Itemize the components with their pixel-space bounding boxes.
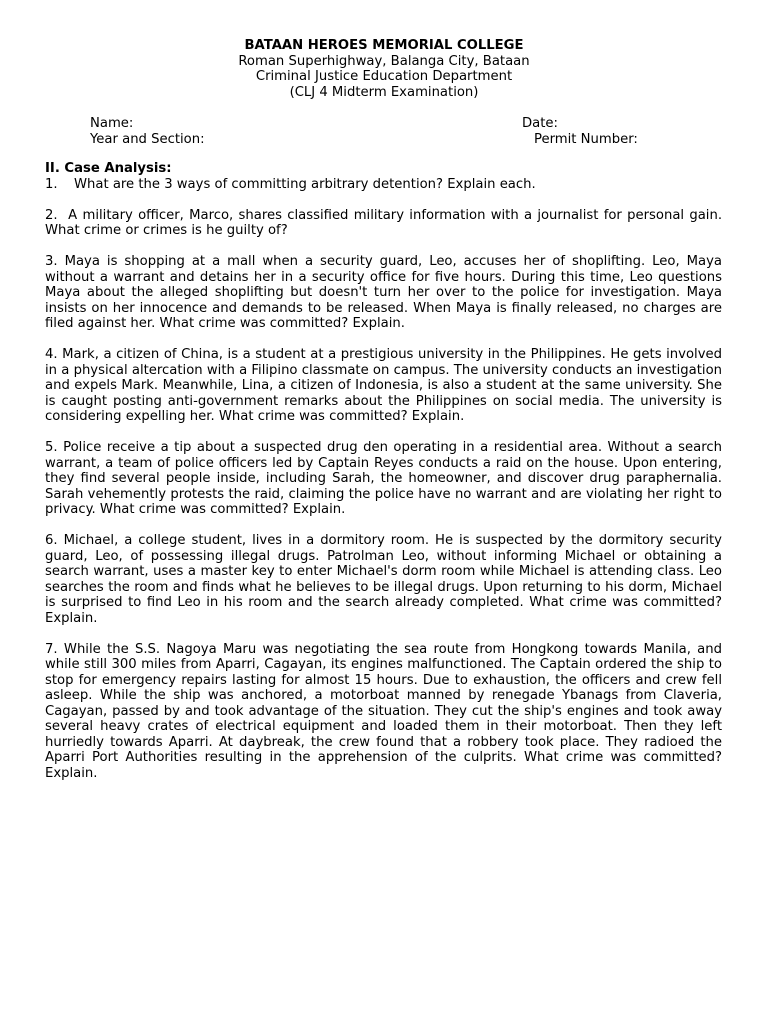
question-2: [45, 208, 722, 239]
question-number: 4.: [45, 347, 58, 362]
question-1: [45, 177, 722, 193]
student-info-right: [522, 116, 638, 147]
question-4: [45, 347, 722, 425]
question-text: Police receive a tip about a suspected drug den operating in a residential area. Without a search warrant, a team of police officers led by Captain Reyes conducts a raid on the house. Upon entering, they find several people inside, including Sarah, the homeowner, and discover drug paraphernalia. Sarah vehemently protests the raid, claiming the police have no warrant and are violating her right to privacy. What crime was committed? Explain.: [45, 440, 722, 517]
question-text: Maya is shopping at a mall when a security guard, Leo, accuses her of shoplifting. Leo, Maya without a warrant and detains her in a security office for five hours. During this time, Leo questions Maya about the alleged shoplifting but doesn't turn her over to the police for investigation. Maya insists on her innocence and demands to be released. When Maya is finally released, no charges are filed against her. What crime was committed? Explain.: [45, 254, 722, 331]
exam-title: (CLJ 4 Midterm Examination): [289, 84, 479, 100]
question-text: What are the 3 ways of committing arbitrary detention? Explain each.: [74, 176, 536, 192]
permit-number-label: Permit Number:: [534, 131, 638, 147]
question-6: [45, 533, 722, 626]
document-header: [0, 38, 768, 100]
question-text: A military officer, Marco, shares classified military information with a journalist for personal gain. What crime or crimes is he guilty of?: [45, 207, 723, 238]
college-name: BATAAN HEROES MEMORIAL COLLEGE: [244, 38, 524, 53]
question-5: [45, 440, 722, 518]
college-address: Roman Superhighway, Balanga City, Bataan: [238, 53, 530, 69]
question-number: 3.: [45, 254, 58, 269]
question-7: [45, 642, 722, 782]
year-section-label: Year and Section:: [90, 131, 205, 147]
student-info-left: [90, 116, 205, 147]
question-number: 6.: [45, 533, 58, 548]
question-number: 2.: [45, 207, 58, 223]
name-label: Name:: [90, 116, 134, 131]
question-number: 1.: [45, 176, 58, 192]
section-title: II. Case Analysis:: [45, 161, 172, 176]
question-text: Mark, a citizen of China, is a student at a prestigious university in the Philippines. He gets involved in a physical altercation with a Filipino classmate on campus. The university conducts an investigation and expels Mark. Meanwhile, Lina, a citizen of Indonesia, is also a student at the same university. She is caught posting anti-government remarks about the Philippines on social media. The university is considering expelling her. What crime was committed? Explain.: [45, 347, 722, 424]
date-label: Date:: [522, 116, 558, 131]
case-analysis-section: [45, 161, 722, 797]
question-text: Michael, a college student, lives in a dormitory room. He is suspected by the dormitory security guard, Leo, of possessing illegal drugs. Patrolman Leo, without informing Michael or obtaining a search warrant, uses a master key to enter Michael's dorm room while Michael is attending class. Leo searches the room and finds what he believes to be illegal drugs. Upon returning to his dorm, Michael is surprised to find Leo in his room and the search already completed. What crime was committed? Explain.: [45, 533, 722, 626]
question-3: [45, 254, 722, 332]
department-name: Criminal Justice Education Department: [255, 69, 513, 84]
question-text: While the S.S. Nagoya Maru was negotiating the sea route from Hongkong towards Manila, and while still 300 miles from Aparri, Cagayan, its engines malfunctioned. The Captain ordered the ship to stop for emergency repairs lasting for almost 15 hours. Due to exhaustion, the officers and crew fell asleep. While the ship was anchored, a motorboat manned by renegade Ybanags from Claveria, Cagayan, passed by and took advantage of the situation. They cut the ship's engines and took away several heavy crates of electrical equipment and loaded them in their motorboat. Then they left hurriedly towards Aparri. At daybreak, the crew found that a robbery took place. They radioed the Aparri Port Authorities resulting in the apprehension of the culprits. What crime was committed? Explain.: [45, 641, 722, 781]
question-number: 5.: [45, 440, 58, 455]
question-number: 7.: [45, 641, 58, 657]
